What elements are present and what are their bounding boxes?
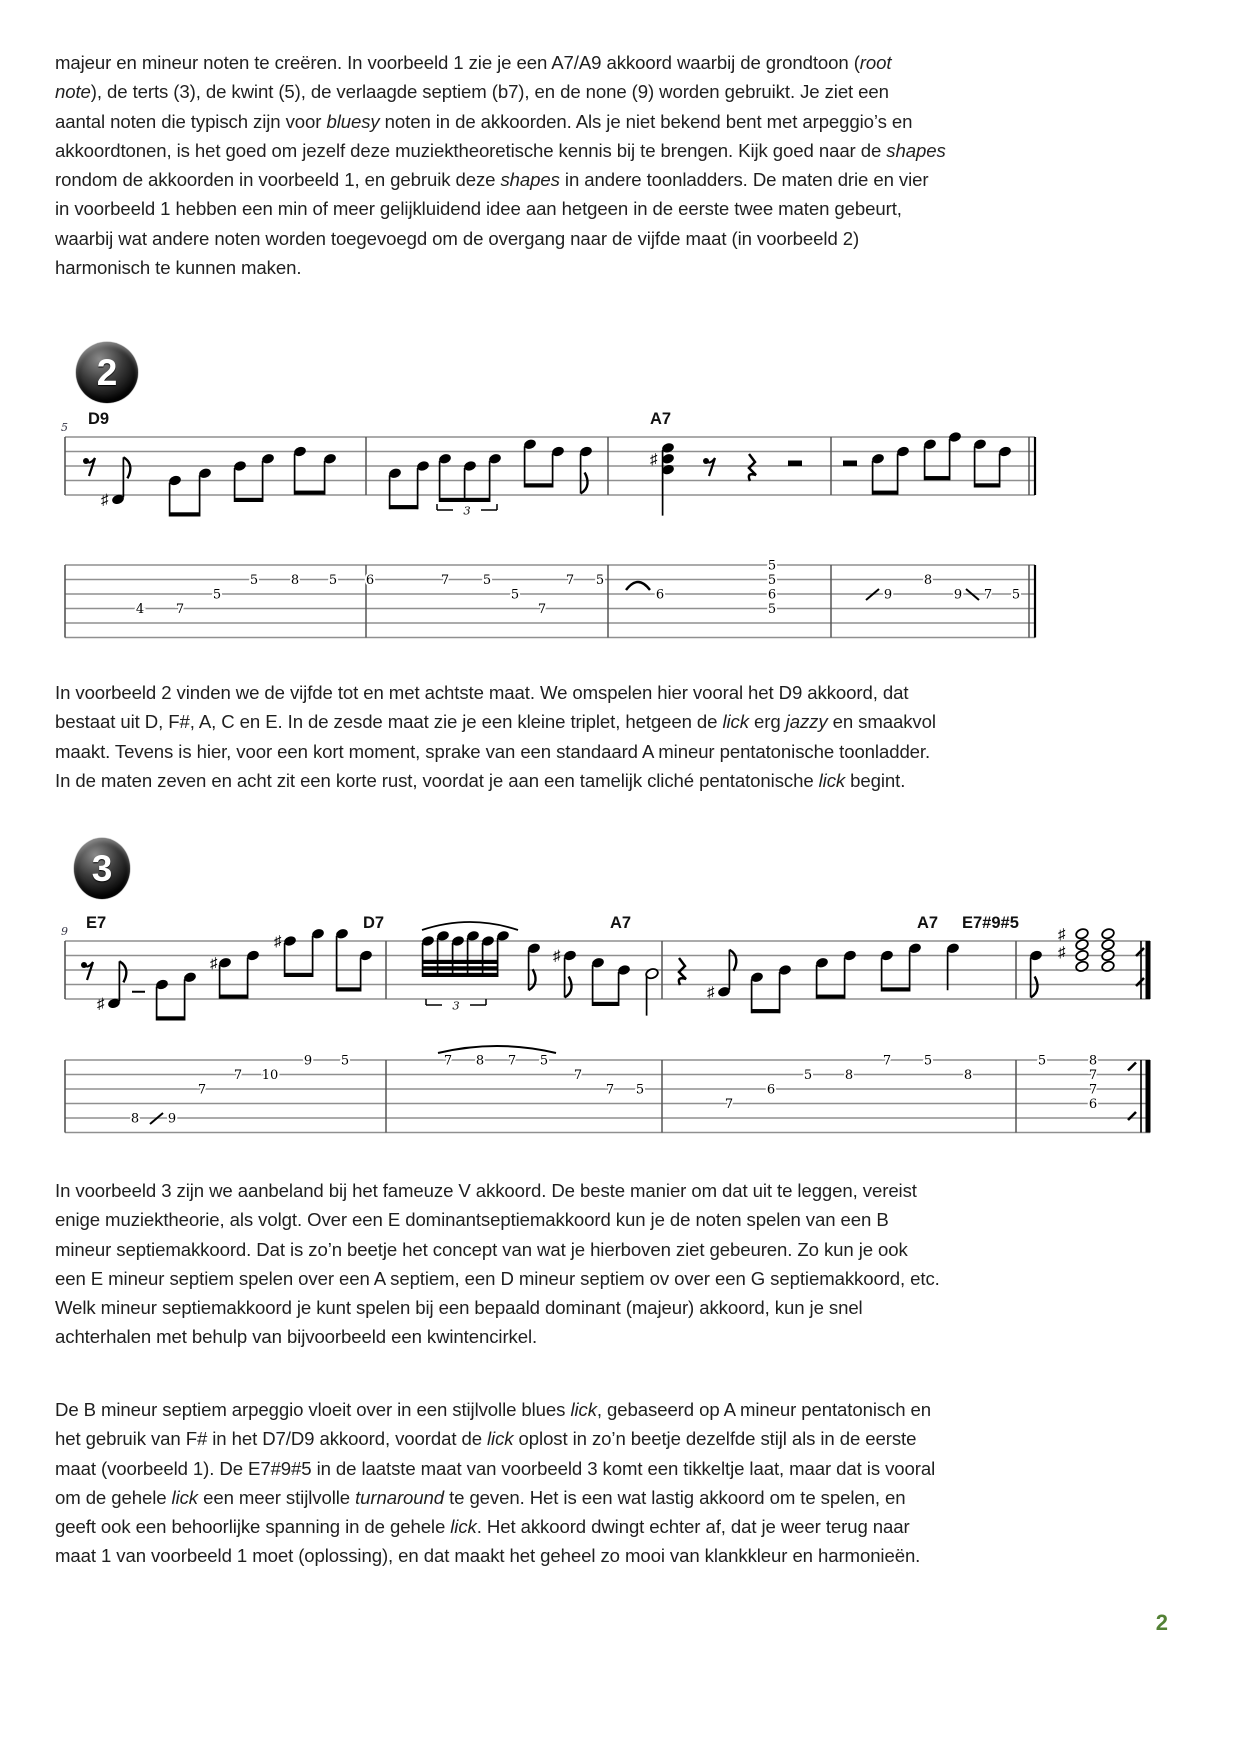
fret-number: 7: [440, 573, 450, 588]
fret-number: 5: [249, 573, 259, 588]
notehead: [1075, 928, 1089, 940]
fret-number: 5: [767, 602, 777, 617]
chord-label: A7: [917, 914, 939, 932]
triplet-number: 3: [463, 503, 471, 518]
beam: [423, 960, 498, 964]
triplet-number: 3: [452, 998, 460, 1013]
tab-slur: [438, 1046, 556, 1053]
paragraph-example-3: In voorbeeld 3 zijn we aanbeland bij het fameuze V akkoord. De beste manier om dat uit te leggen, vereist enige muziektheorie, als volgt. Over een E dominantseptiemakkoord kun je de noten spelen van een B mineur septiemakkoord. Dat is zo’n beetje het concept van wat je hierboven ziet gebeuren. Zo kun je ook een E mineur septiem spelen over een A septiem, een D mineur septiem ov over een G septiemakkoord, etc. Welk mineur septiemakkoord je kunt spelen bij een bepaald dominant (majeur) akkoord, kun je snel achterhalen met behulp van bijvoorbeeld een kwintencirkel.: [55, 1180, 940, 1348]
notehead: [1101, 928, 1115, 940]
fret-number: 4: [135, 602, 145, 617]
fret-number: 9: [303, 1053, 313, 1069]
beam: [170, 512, 200, 516]
bend-arc: [626, 582, 650, 590]
fret-number: 6: [1088, 1097, 1098, 1112]
beam: [593, 1002, 619, 1006]
fret-number: 7: [175, 602, 185, 617]
quarter-rest: [749, 454, 756, 481]
fret-number: 7: [565, 573, 575, 588]
fret-number: 5: [539, 1053, 549, 1069]
sharp-sign: ♯: [274, 933, 282, 950]
beam: [235, 498, 263, 502]
fret-number: 6: [365, 573, 375, 588]
fret-number: 5: [482, 573, 492, 588]
fret-number: 8: [475, 1053, 485, 1069]
sharp-sign: ♯: [650, 450, 658, 468]
beam: [220, 995, 248, 999]
fret-number: 5: [767, 573, 777, 588]
fret-number: 7: [443, 1053, 453, 1069]
beam: [337, 987, 361, 991]
fret-number: 5: [803, 1068, 813, 1083]
fret-number: 5: [212, 587, 222, 603]
sharp-sign: ♯: [101, 491, 109, 509]
fret-number: 7: [537, 602, 547, 617]
staff-group: [61, 914, 1151, 1133]
fret-number: 7: [1088, 1082, 1098, 1098]
beam: [525, 483, 553, 487]
fret-number: 5: [635, 1082, 645, 1098]
beam: [882, 987, 910, 991]
sharp-sign: ♯: [707, 983, 715, 1001]
beam: [423, 966, 498, 970]
page-number: 2: [1155, 1610, 1168, 1635]
chord-label: D9: [88, 410, 110, 428]
beam: [285, 973, 313, 977]
example-2-music-system: [50, 360, 1190, 660]
fret-number: 7: [197, 1082, 207, 1098]
measure-number: 5: [61, 421, 68, 434]
fret-number: 7: [573, 1068, 583, 1083]
fret-number: 7: [1088, 1068, 1098, 1083]
fret-number: 5: [340, 1053, 350, 1069]
sharp-sign: ♯: [210, 954, 218, 972]
sharp-sign: ♯: [553, 947, 561, 965]
fret-number: 6: [655, 587, 665, 603]
notehead: [1101, 949, 1115, 961]
fret-number: 8: [844, 1068, 854, 1083]
beam: [423, 973, 498, 977]
notehead: [1075, 949, 1089, 961]
fret-number: 8: [290, 573, 300, 588]
example-3-music-system: [50, 830, 1190, 1165]
beam: [817, 995, 845, 999]
half-rest: [788, 461, 802, 467]
fret-number: 5: [1011, 587, 1021, 603]
fret-number: 8: [130, 1111, 140, 1127]
fret-number: 5: [510, 587, 520, 603]
slur: [422, 922, 518, 930]
chord-label: A7: [650, 410, 672, 428]
half-rest: [843, 461, 857, 467]
fret-number: 5: [1037, 1053, 1047, 1069]
fret-number: 8: [923, 573, 933, 588]
sharp-sign: ♯: [1058, 943, 1066, 961]
fret-number: 5: [923, 1053, 933, 1069]
fret-number: 8: [1088, 1053, 1098, 1069]
beam: [975, 483, 1000, 487]
chord-label: A7: [610, 914, 632, 932]
beam: [873, 491, 898, 495]
beam: [157, 1016, 185, 1020]
sharp-sign: ♯: [97, 995, 105, 1013]
beam: [752, 1009, 780, 1013]
fret-number: 6: [767, 587, 777, 603]
example-2-badge: 2: [76, 342, 138, 403]
beam: [295, 491, 325, 495]
fret-number: 7: [507, 1053, 517, 1069]
paragraph-conclusion: De B mineur septiem arpeggio vloeit over in een stijlvolle blues lick, gebaseerd op A mineur pentatonisch en het gebruik van F# in het D7/D9 akkoord, voordat de lick oplost in zo’n beetje dezelfde stijl als in de eerste maat (voorbeeld 1). De E7#9#5 in de laatste maat van voorbeeld 3 komt een tikkeltje laat, maar dat is vooral om de gehele lick een meer stijlvolle turnaround te geven. Het is een wat lastig akkoord om te spelen, en geeft ook een behoorlijke spanning in de gehele lick. Het akkoord dwingt echter af, dat je weer terug naar maat 1 van voorbeeld 1 moet (oplossing), en dat maakt het geheel zo mooi van klankkleur en harmonieën.: [55, 1399, 936, 1567]
fret-number: 9: [167, 1111, 177, 1127]
fret-number: 5: [767, 558, 777, 574]
measure-number: 9: [61, 925, 68, 938]
fret-number: 8: [963, 1068, 973, 1083]
staff-group: [61, 410, 1035, 638]
example-3-badge: 3: [74, 838, 130, 899]
fret-number: 7: [983, 587, 993, 603]
beam: [440, 498, 490, 502]
fret-number: 7: [882, 1053, 892, 1069]
chord-label: D7: [363, 914, 385, 932]
fret-number: 9: [883, 587, 893, 603]
paragraph-example-2: In voorbeeld 2 vinden we de vijfde tot en met achtste maat. We omspelen hier vooral het D9 akkoord, dat bestaat uit D, F#, A, C en E. In de zesde maat zie je een kleine triplet, hetgeen de lick erg jazzy en smaakvol maakt. Tevens is hier, voor een kort moment, sprake van een standaard A mineur pentatonische toonladder. In de maten zeven en acht zit een korte rust, voordat je aan een tamelijk cliché pentatonische lick begint.: [55, 682, 936, 791]
beam: [390, 505, 418, 509]
fret-number: 7: [605, 1082, 615, 1098]
chord-label: E7#9#5: [962, 914, 1019, 932]
fret-number: 6: [766, 1082, 776, 1098]
beam: [925, 476, 950, 480]
fret-number: 7: [233, 1068, 243, 1083]
sharp-sign: ♯: [1058, 925, 1066, 943]
quarter-rest: [679, 958, 686, 985]
fret-number: 7: [724, 1097, 734, 1112]
fret-number: 5: [328, 573, 338, 588]
fret-number: 9: [953, 587, 963, 603]
fret-number: 5: [595, 573, 605, 588]
paragraph-intro: majeur en mineur noten te creëren. In voorbeeld 1 zie je een A7/A9 akkoord waarbij de grondtoon (root note), de terts (3), de kwint (5), de verlaagde septiem (b7), en de none (9) worden gebruikt. Je ziet een aantal noten die typisch zijn voor bluesy noten in de akkoorden. Als je niet bekend bent met arpeggio’s en akkoordtonen, is het goed om jezelf deze muziektheoretische kennis bij te brengen. Kijk goed naar de shapes rondom de akkoorden in voorbeeld 1, en gebruik deze shapes in andere toonladders. De maten drie en vier in voorbeeld 1 hebben een min of meer gelijkluidend idee aan hetgeen in de eerste twee maten gebeurt, waarbij wat andere noten worden toegevoegd om de overgang naar de vijfde maat (in voorbeeld 2) harmonisch te kunnen maken.: [55, 52, 946, 279]
chord-label: E7: [86, 914, 107, 932]
fret-number: 10: [261, 1068, 279, 1083]
